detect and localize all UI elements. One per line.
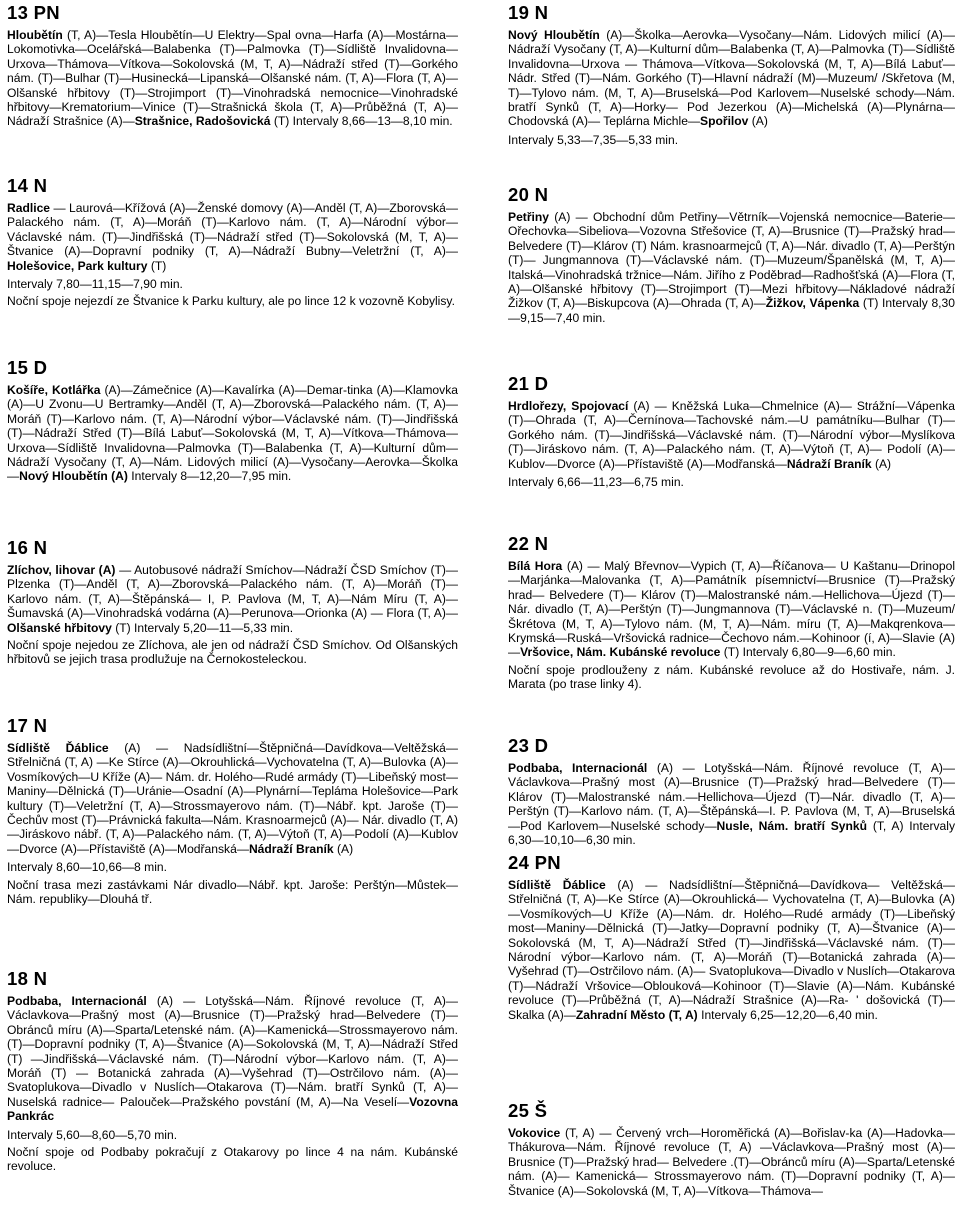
- route-number: 24 PN: [508, 852, 561, 873]
- route-interval: Intervaly 7,80—11,15—7,90 min.: [7, 277, 183, 292]
- stop-list: (A) — Kněžská Luka—Chmelnice (A)— Strážní—Vápenka (T)—Ohrada (T, A)—Černínova—Tachovské nám.—U památníku—Bulhar (T)—Gorkého nám. (T)—Jindřišská—Václavské nám. (T)—Národní výbor—Myslíkova (T)—Jiráskovo nám. (T, A)—Palackého nám. (T, A)—Výtoň (T, A)— Podolí (A)—Kublov—Dvorce (A)—Přístaviště (A)—Modřanská—: [508, 399, 955, 471]
- terminal-stop: Petřiny: [508, 210, 549, 224]
- route-section: [508, 373, 955, 489]
- route-number: 22 N: [508, 533, 549, 554]
- stop-list: (A)—Zámečnice (A)—Kavalírka (A)—Demar-tinka (A)—Klamovka (A)—U Zvonu—U Bertramky—Anděl (T, A)—Zborovská—Palackého nám. (T, A)—Moráň (T)—Karlovo nám. (T, A)—Národní výbor—Václavské nám. (T)—Jindřišská (T)—Nádraží Střed (T)—Bílá Labuť—Sokolovská (M, T, A)—Vítkova—Thámova—Urxova—Sídliště Invalidovna—Palmovka (T)—Balabenka (T, A)—Kulturní dům—Nádraží Vysočany (T, A)—Nám. Lidových milicí (A)—Vysočany—Aerovka—Školka—: [7, 383, 458, 484]
- route-section: [508, 852, 955, 1022]
- route-section: [7, 715, 458, 906]
- route-note: Noční spoje prodlouženy z nám. Kubánské revoluce až do Hostivaře, nám. J. Marata (po trase linky 4).: [508, 662, 955, 692]
- route-section: [508, 184, 955, 325]
- terminal-stop: Nový Hloubětín (A): [19, 469, 128, 484]
- stop-list: Intervaly 6,25—12,20—6,40 min.: [697, 1007, 878, 1022]
- terminal-stop: Olšanské hřbitovy: [7, 620, 112, 635]
- stop-list: (T) Intervaly 8,66—13—8,10 min.: [270, 114, 453, 129]
- route-number: 14 N: [7, 175, 48, 196]
- terminal-stop: Sídliště Ďáblice: [508, 878, 606, 892]
- route-stops: [508, 399, 955, 471]
- terminal-stop: Nádraží Braník: [248, 841, 334, 856]
- route-number: 23 D: [508, 735, 549, 756]
- stop-list: (A): [871, 456, 892, 471]
- terminal-stop: Vršovice, Nám. Kubánské revoluce: [520, 645, 721, 660]
- stop-list: (T) Intervaly 8,30—9,15—7,40 min.: [508, 296, 955, 325]
- route-number: 18 N: [7, 968, 48, 989]
- route-stops: [508, 210, 955, 325]
- route-number: 16 N: [7, 537, 48, 558]
- route-stops: [508, 559, 955, 660]
- route-stops: [7, 383, 458, 484]
- stop-list: (T) Intervaly 6,80—9—6,60 min.: [720, 645, 896, 660]
- route-interval: Intervaly 6,66—11,23—6,75 min.: [508, 475, 684, 490]
- route-section: [7, 2, 458, 129]
- route-number: 17 N: [7, 715, 48, 736]
- route-number: 19 N: [508, 2, 549, 23]
- stop-list: (A) — Lotyšská—Nám. Říjnové revoluce (T, A)—Václavkova—Prašný most (A)—Brusnice (T)—Pražský hrad—Belvedere (T)—Obránců míru (A)—Sparta/Letenské nám. (A)—Kamenická—Strossmayerovo nám. (T)—Dopravní podniky (T, A)—Štvanice (A)—Sokolovská (M, T, A)—Nádraží Střed (T) —Jindřišská—Václavské nám. (T)—Národní výbor—Karlovo nám. (T, A)— Moráň (T) — Botanická zahrada (A)—Vyšehrad (T)—Ostrčilovo nám. (A)—Svatoplukova—Divadlo v Nuslích—Otakarova (T)—Nám. bratří Synků (T, A)—Nuselská radnice— Palouček—Pražského povstání (M, A)—Na Veselí—: [7, 994, 459, 1109]
- route-stops: [508, 761, 955, 847]
- route-stops: [7, 563, 458, 635]
- terminal-stop: Zahradní Město (T, A): [575, 1007, 698, 1022]
- route-stops: [7, 28, 458, 129]
- terminal-stop: Spořilov: [700, 114, 749, 129]
- stop-list: (T): [147, 258, 167, 273]
- terminal-stop: Žižkov, Vápenka: [765, 296, 860, 311]
- route-number: 13 PN: [7, 2, 60, 23]
- terminal-stop: Holešovice, Park kultury: [7, 258, 148, 273]
- terminal-stop: Podbaba, Internacionál: [7, 994, 147, 1008]
- terminal-stop: Nusle, Nám. bratří Synků: [716, 818, 868, 833]
- route-number: 21 D: [508, 373, 549, 394]
- route-stops: [7, 201, 458, 273]
- terminal-stop: Vozovna Pankrác: [7, 1094, 458, 1124]
- route-section: [508, 533, 955, 692]
- route-section: [508, 2, 955, 147]
- route-note: Noční spoje nejedou ze Zlíchova, ale jen od nádraží ČSD Smíchov. Od Olšanských hřbitovů se jejich trasa prodlužuje na Černokosteleckou.: [7, 638, 458, 667]
- stop-list: (T, A) Intervaly 6,30—10,10—6,30 min.: [508, 818, 955, 848]
- terminal-stop: Radlice: [7, 201, 51, 215]
- route-interval: Intervaly 5,60—8,60—5,70 min.: [7, 1127, 178, 1142]
- terminal-stop: Nádraží Braník: [786, 456, 872, 471]
- route-note: Noční trasa mezi zastávkami Nár divadlo—Nábř. kpt. Jaroše: Perštýn—Můstek—Nám. republiky—Dlouhá tř.: [7, 877, 458, 907]
- terminal-stop: Nový Hloubětín: [508, 28, 600, 42]
- terminal-stop: Košíře, Kotlářka: [7, 383, 101, 397]
- route-stops: [7, 741, 458, 856]
- terminal-stop: Strašnice, Radošovická: [134, 114, 271, 129]
- stop-list: — Autobusové nádraží Smíchov—Nádraží ČSD Smíchov (T)—Plzenka (T)—Anděl (T, A)—Zborovská—Palackého nám. (T, A)—Moráň (T)—Karlovo nám. (T, A)—Štěpánská— I, P. Pavlova (M, T, A)—Nám Míru (T, A)—Šumavská (A)—Vinohradská vodárna (A)—Perunova—Orionka (A) — Flora (T, A)—: [7, 563, 458, 621]
- route-section: [7, 357, 458, 484]
- route-note: Noční spoje od Podbaby pokračují z Otakarovy po lince 4 na nám. Kubánské revoluce.: [7, 1145, 458, 1174]
- terminal-stop: Hrdlořezy, Spojovací: [508, 399, 629, 413]
- stop-list: (A) — Nadsídlištní—Štěpničná—Davídkova— Veltěžská—Střelničná (T, A)—Ke Stírce (A)—Okrouhlická— Vychovatelna (T, A)—Bulovka (A)—Vosmíkových—U Kříže (A)—Nám. dr. Holého—Rudé armády (T)—Libeňský most—Maniny—Dělnická (T)—Jatky—Dopravní podniky (T, A)—Štvanice (A)— Sokolovská (M, T, A)—Nádraží Střed (T)—Jindřišská—Václavské nám. (T)—Národní výbor—Karlovo nám. (T, A)—Moráň (T)—Botanická zahrada (A)—Vyšehrad (T)—Ostrčilovo nám. (A)— Svatoplukova—Divadlo v Nuslích—Otakarova (T)—Nádraží Vršovice—Oblouková—Kohinoor (T)—Slavie (A)—Nám. Kubánské revoluce (T)—Průběžná (T, A)—Nádraží Strašnice (A)—Ra- ' došovická (T)—Skalka (A)—: [508, 878, 955, 1022]
- stop-list: (A) — Lotyšská—Nám. Říjnové revoluce (T, A)—Václavkova—Prašný most (A)—Brusnice (T)—Pražský hrad—Belvedere (T)—Klárov (T)—Malostranské nám.—Hellichova—Újezd (T)—Nár. divadlo (T, A)— Perštýn (T)—Karlovo nám. (T, A)—Štěpánská—I. P. Pavlova (M, T, A)—Bruselská—Pod Karlovem—Nuselské schody—: [508, 761, 956, 833]
- route-number: 20 N: [508, 184, 549, 205]
- stop-list: (A) — Malý Břevnov—Vypich (T, A)—Říčanova— U Kaštanu—Drinopol—Marjánka—Malovanka (T, A)—Památník písemnictví—Brusnice (T)—Pražský hrad— Belvedere (T)— Klárov (T)—Malostranské nám.—Hellichova—Újezd (T)—Nár. divadlo (T, A)—Perštýn (T)—Jungmannova (T)—Václavské n. (T)—Muzeum/Škrétova (M, T, A)—Tylovo nám. (M, T, A)—Nám. míru (T, A)—Makqrenkova—Krymská—Ruská—Vršovická radnice—Čechovo nám.—Kohinoor (í, A)—Slavie (A)—: [508, 559, 956, 660]
- terminal-stop: Podbaba, Internacionál: [508, 761, 648, 775]
- stop-list: (A): [748, 114, 768, 129]
- stop-list: (T, A) — Červený vrch—Horoměřická (A)—Bořislav-ka (A)—Hadovka—Thákurova—Nám. Říjnové revoluce (T, A) —Václavkova—Prašný most (A)—Brusnice (T)—Pražský hrad— Belvedere .(T)—Obránců míru (A)—Sparta/Letenské nám. (A)— Kamenická— Strossmayerovo nám. (T)—Dopravní podniky (T, A)— Štvanice (A)—Sokolovská (M, T, A)—Vítkova—Thámova—: [508, 1126, 955, 1198]
- stop-list: (T) Intervaly 5,20—11—5,33 min.: [111, 620, 294, 635]
- route-section: [508, 1100, 955, 1198]
- route-section: [7, 175, 458, 309]
- terminal-stop: Hloubětín: [7, 28, 63, 42]
- stop-list: (A) — Obchodní dům Petřiny—Větrník—Vojenská nemocnice—Baterie—Ořechovka—Sibeliova—Vozovna Střešovice (T, A)—Brusnice (T)—Pražský hrad—Belvedere (T)—Klárov (T) Nám. krasnoarmejců (T, A)—Nár. divadlo (T, A)—Perštýn (T)— Jungmannova (T)—Václavské nám. (T)—Muzeum/Španělská (M, T, A)—Italská—Vinohradská tržnice—Nám. Jiřího z Poděbrad—Radhošťská (A)—Flora (T, A)—Olšanské hřbitovy (T)—Strojimport (T)—Mezi hřbitovy—Nákladové nádraží Žižkov (T, A)—Biskupcova (A)—Ohrada (T, A)—: [508, 210, 955, 311]
- route-number: 25 Š: [508, 1100, 548, 1121]
- route-number: 15 D: [7, 357, 48, 378]
- terminal-stop: Zlíchov, lihovar (A): [7, 563, 116, 577]
- stop-list: (A): [333, 841, 354, 856]
- route-interval: Intervaly 8,60—10,66—8 min.: [7, 860, 167, 875]
- route-stops: [508, 878, 955, 1022]
- stop-list: — Laurová—Křížová (A)—Ženské domovy (A)—Anděl (T, A)—Zborovská—Palackého nám. (T, A)—Moráň (T)—Karlovo nám. (T, A)—Národní výbor—Václavské nám. (T)—Jindřišská (T)—Nádraží střed (T)—Sokolovská (M, T, A)—Štvanice (A)—Dopravní podniky (T, A)—Nádraží Bubny—Veletržní (T, A)—: [7, 201, 458, 259]
- route-note: Noční spoje nejezdí ze Štvanice k Parku kultury, ale po lince 12 k vozovně Kobylisy.: [7, 294, 455, 309]
- terminal-stop: Vokovice: [508, 1126, 561, 1140]
- route-section: [508, 735, 955, 847]
- route-interval: Intervaly 5,33—7,35—5,33 min.: [508, 132, 679, 147]
- route-stops: [7, 994, 458, 1124]
- route-stops: [508, 1126, 955, 1198]
- stop-list: (T, A)—Tesla Hloubětín—U Elektry—Spal ovna—Harfa (A)—Mostárna—Lokomotivka—Ocelářská—Balabenka (T)—Palmovka (T)—Sídliště Invalidovna—Urxova—Thámova—Vítkova—Sokolovská (M, T, A)—Nádraží střed (T)—Gorkého nám. (T)—Bulhar (T)—Husinecká—Lipanská—Olšanské nám. (T, A)—Flora (T, A)—Olšanské hřbitovy (T)—Strojimport (T)—Vinohradská nemocnice—Vinohradské hřbitovy—Krematorium—Vinice (T)—Strašnická škola (T, A)—Průběžná (T, A)—Nádraží Strašnice (A)—: [7, 28, 458, 129]
- stop-list: (A)—Školka—Aerovka—Vysočany—Nám. Lidových milicí (A)—Nádraží Vysočany (T, A)—Kulturní dům—Balabenka (T, A)—Palmovka (T)—Sídliště Invalidovna—Urxova — Thámova—Vítkova—Sokolovská (M, T, A)—Bílá Labuť—Nádr. Střed (T)—Nám. Gorkého (T)—Hlavní nádraží (M)—Muzeum/ /Skřetova (M, T)—Tylovo nám. (M, T, A)—Bruselská—Pod Karlovem—Nuselské schody—Nám. bratří Synků (T, A)—Horky— Pod Jezerkou (A)—Michelská (A)—Plynárna—Chodovská (A)— Teplárna Michle—: [508, 28, 955, 129]
- terminal-stop: Sídliště Ďáblice: [7, 741, 109, 755]
- route-stops: [508, 28, 955, 129]
- stop-list: (A) — Nadsídlištní—Štěpničná—Davídkova—Veltěžská—Střelničná (T, A) —Ke Stírce (A)—Okrouhlická—Vychovatelna (T, A)—Bulovka (A)—Vosmíkových—U Kříže (A)— Nám. dr. Holého—Rudé armády (T)—Libeňský most—Maniny—Dělnická (T)—Uránie—Osadní (A)—Plynární—Tepláma Holešovice—Park kultury (T)—Veletržní (T, A)—Strossmayerovo nám. (T)—Nábř. kpt. Jaroše (T)—Čechův most (T)—Právnická fakulta—Nám. Krasnoarmejců (A)— Nár. divadlo (T, A)—Jiráskovo nábř. (T, A)—Palackého nám. (T, A)—Výtoň (T, A)—Podolí (A)—Kublov—Dvorce (A)—Přístaviště (A)—Modřanská—: [7, 741, 458, 856]
- stop-list: Intervaly 8—12,20—7,95 min.: [127, 469, 292, 484]
- terminal-stop: Bílá Hora: [508, 559, 563, 573]
- route-section: [7, 968, 458, 1174]
- route-section: [7, 537, 458, 667]
